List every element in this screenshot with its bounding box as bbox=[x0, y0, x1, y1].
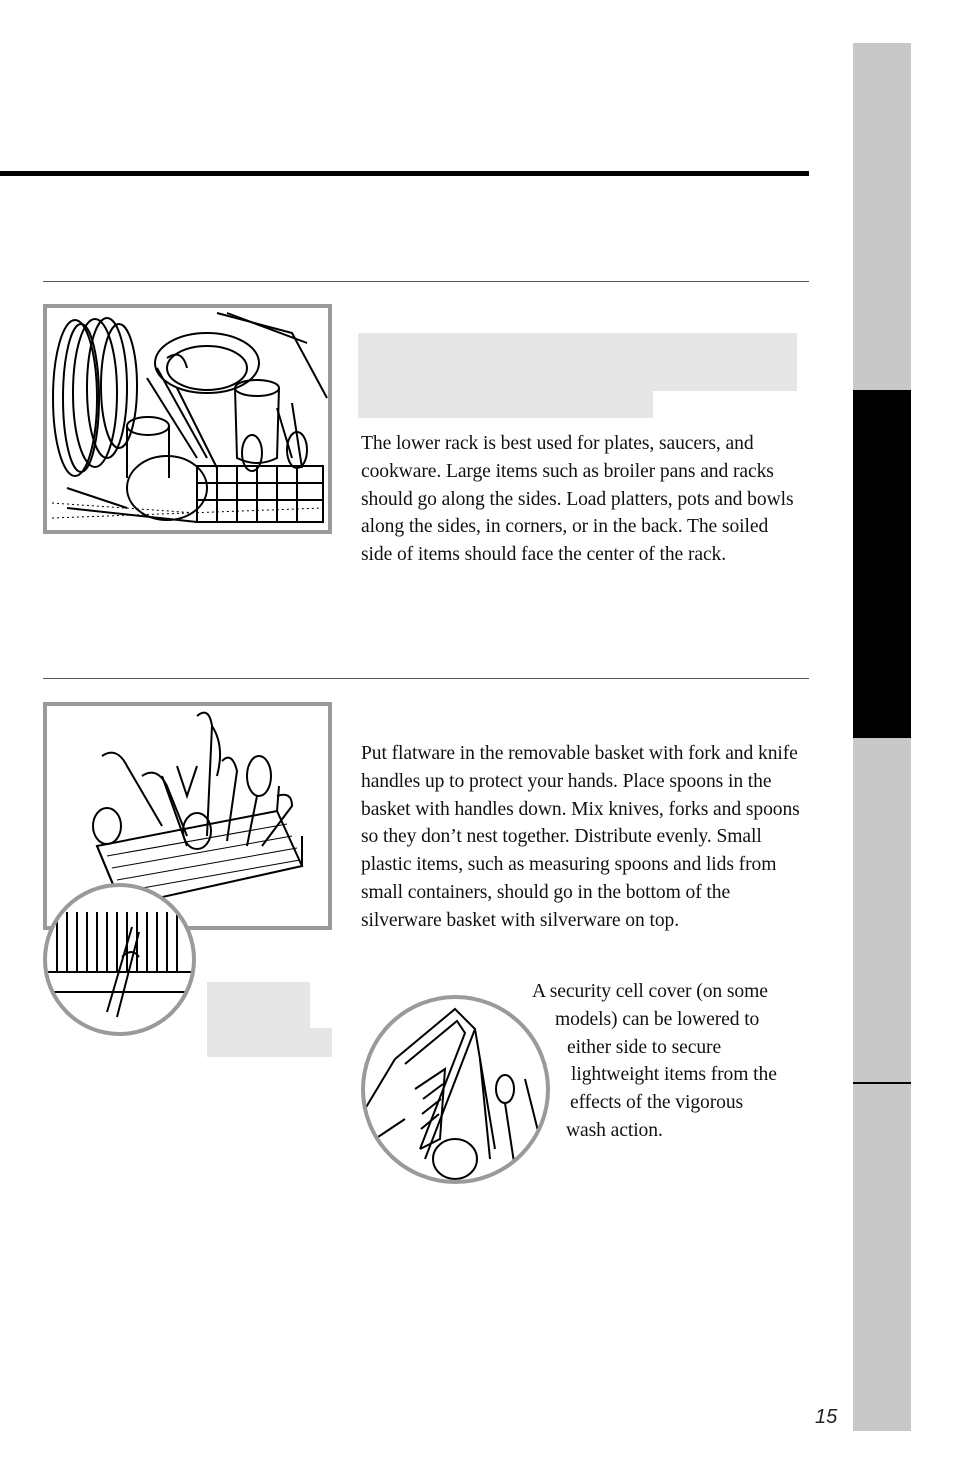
security-cell-cover-illustration bbox=[365, 999, 546, 1180]
lower-rack-heading-box-tail bbox=[358, 391, 653, 418]
lower-rack-figure bbox=[43, 304, 332, 534]
lower-rack-illustration bbox=[47, 308, 328, 530]
silverware-label-box bbox=[207, 982, 310, 1028]
section-divider-silverware bbox=[43, 678, 809, 679]
silverware-paragraph: Put flatware in the removable basket with fork and knife handles up to protect your hands. Place spoons in the basket with handles down. Mix knives, forks and spoons so they don’t nest together. Distribute evenly. Small plastic items, such as measuring spoons and lids from small containers, should go in the bottom of the silverware basket with silverware on top. bbox=[361, 743, 800, 931]
lower-rack-heading-box bbox=[358, 333, 797, 391]
lower-rack-text bbox=[361, 430, 801, 569]
lower-rack-paragraph: The lower rack is best used for plates, saucers, and cookware. Large items such as broiler pans and racks should go along the sides. Load platters, pots and bowls along the sides, in corners, or in the back. The soiled side of items should face the center of the rack. bbox=[361, 433, 794, 566]
silverware-label-box-tail bbox=[207, 1028, 332, 1057]
basket-detail-circle bbox=[43, 883, 196, 1036]
security-cell-line: effects of the vigorous bbox=[570, 1092, 744, 1114]
page-number: 15 bbox=[815, 1406, 838, 1428]
security-cell-line: either side to secure bbox=[567, 1036, 722, 1058]
section-tab-active bbox=[853, 390, 911, 738]
section-divider-lower-rack bbox=[43, 281, 809, 282]
security-cell-circle bbox=[361, 995, 550, 1184]
security-cell-line: models) can be lowered to bbox=[555, 1008, 760, 1030]
security-cell-line: lightweight items from the bbox=[571, 1064, 777, 1086]
silverware-text bbox=[361, 740, 811, 935]
section-tab-divider bbox=[853, 1082, 911, 1084]
security-cell-text bbox=[532, 978, 822, 1145]
security-cell-line: wash action. bbox=[566, 1119, 663, 1141]
header-rule bbox=[0, 171, 809, 176]
basket-handle-detail-illustration bbox=[47, 887, 192, 1032]
security-cell-line: A security cell cover (on some bbox=[532, 981, 768, 1002]
